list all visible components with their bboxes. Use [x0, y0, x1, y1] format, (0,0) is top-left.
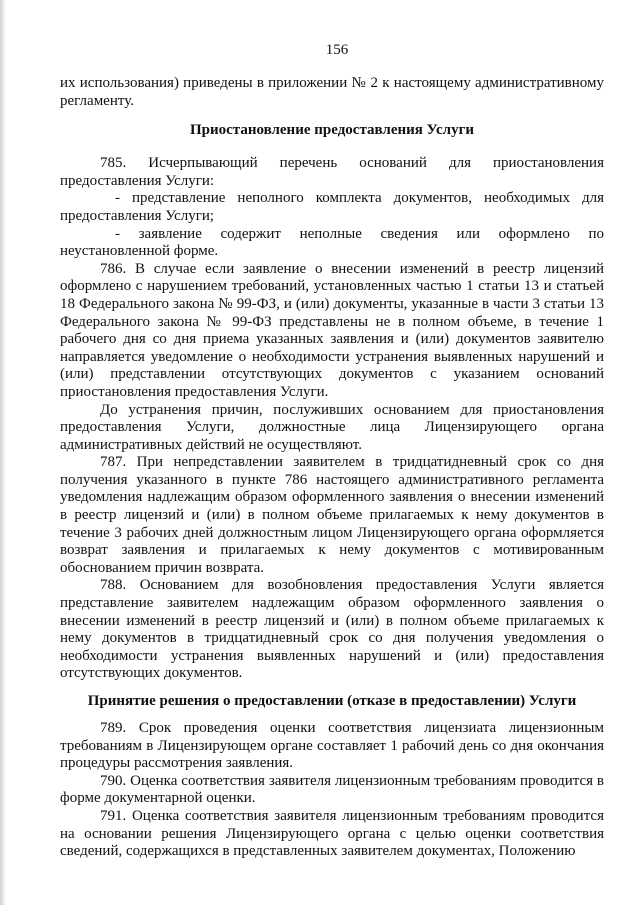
- paragraph-787: 787. При непредставлении заявителем в тридцатидневный срок со дня получения указанного в пункте 786 настоящего административного регламента уведомления надлежащим образом оформленного заявления о внесении изменений в реестр лицензий и (или) в полном объеме прилагаемых к нему документов в течение 3 рабочих дней должностным лицом Лицензирующего органа оформляется возврат заявления и прилагаемых к нему документов с мотивированным обоснованием причин возврата.: [60, 454, 604, 576]
- list-item-785-2: - заявление содержит неполные сведения или оформлено по неустановленной форме.: [60, 225, 604, 260]
- section-heading-suspension: Приостановление предоставления Услуги: [189, 122, 475, 139]
- scan-edge-shadow: [0, 0, 6, 905]
- paragraph-790: 790. Оценка соответствия заявителя лицензионным требованиям проводится в форме документарной оценки.: [60, 772, 604, 807]
- paragraph-786-continued: До устранения причин, послуживших основанием для приостановления предоставления Услуги, должностные лица Лицензирующего органа административных действий не осуществляют.: [60, 401, 604, 453]
- list-item-785-1: - представление неполного комплекта документов, необходимых для предоставления Услуги;: [60, 190, 604, 224]
- paragraph-791: 791. Оценка соответствия заявителя лицензионным требованиям проводится на основании решения Лицензирующего органа с целью оценки соответствия сведений, содержащихся в представленных заявителем документах, Положению: [60, 807, 604, 860]
- page-number: 156: [325, 42, 349, 58]
- section-heading-decision: Принятие решения о предоставлении (отказе в предоставлении) Услуги: [87, 693, 577, 709]
- paragraph-789: 789. Срок проведения оценки соответствия лицензиата лицензионным требованиям в Лицензирующем органе составляет 1 рабочий день со дня окончания процедуры рассмотрения заявления.: [60, 720, 604, 772]
- intro-paragraph: их использования) приведены в приложении № 2 к настоящему административному регламенту.: [60, 75, 604, 109]
- paragraph-788: 788. Основанием для возобновления предоставления Услуги является представление заявителем надлежащим образом оформленного заявления о внесении изменений в реестр лицензий и (или) в полном объеме прилагаемых к нему документов в тридцатидневный срок со дня получения уведомления о необходимости устранения выявленных нарушений и (или) предоставления отсутствующих документов.: [60, 577, 604, 682]
- paragraph-785: 785. Исчерпывающий перечень оснований для приостановления предоставления Услуги:: [60, 155, 604, 189]
- paragraph-786: 786. В случае если заявление о внесении изменений в реестр лицензий оформлено с нарушением требований, установленных частью 1 статьи 13 и статьей 18 Федерального закона № 99-ФЗ, и (или) документы, указанные в части 3 статьи 13 Федерального закона № 99-ФЗ представлены не в полном объеме, в течение 1 рабочего дня со дня приема указанных заявления и (или) документов заявителю направляется уведомление о необходимости устранения выявленных нарушений и (или) представлении отсутствующих документов с указанием оснований приостановления предоставления Услуги.: [60, 260, 604, 400]
